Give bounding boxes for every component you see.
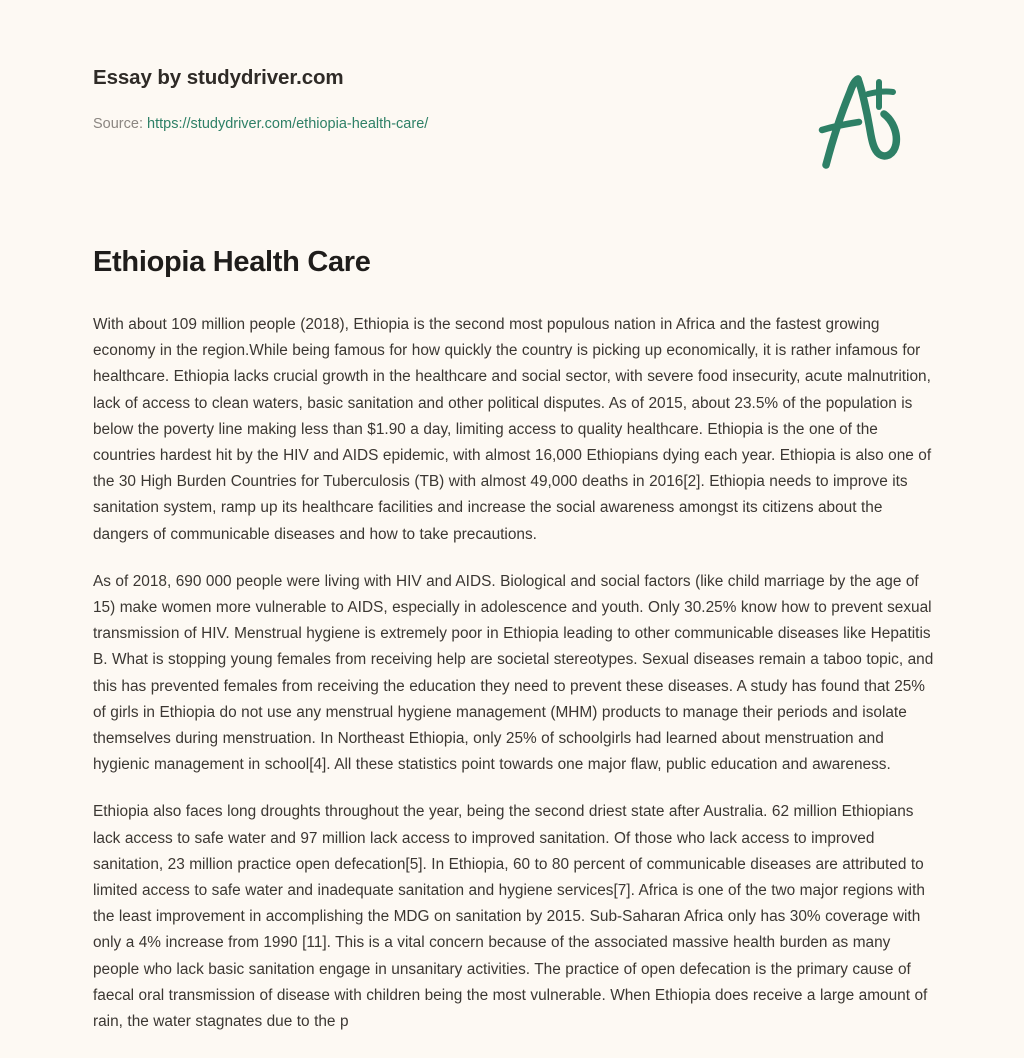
body-paragraph: As of 2018, 690 000 people were living with HIV and AIDS. Biological and social factors (like child marriage by the age of 15) make women more vulnerable to AIDS, especially in adolescence and youth. Only 30.25% know how to prevent sexual transmission of HIV. Menstrual hygiene is extremely poor in Ethiopia leading to other communicable diseases like Hepatitis B. What is stopping young females from receiving help are societal stereotypes. Sexual diseases remain a taboo topic, and this has prevented females from receiving the education they need to prevent these diseases. A study has found that 25% of girls in Ethiopia do not use any menstrual hygiene management (MHM) products to manage their periods and isolate themselves during menstruation. In Northeast Ethiopia, only 25% of schoolgirls had learned about menstruation and hygienic management in school[4]. All these statistics point towards one major flaw, public education and awareness. — [93, 572, 934, 774]
page-title: Ethiopia Health Care — [93, 246, 371, 278]
source-label: Source: — [93, 116, 143, 132]
source-line — [93, 116, 428, 132]
body-paragraph: With about 109 million people (2018), Ethiopia is the second most populous nation in Africa and the fastest growing economy in the region.While being famous for how quickly the country is picking up economically, it is rather infamous for healthcare. Ethiopia lacks crucial growth in the healthcare and social sector, with severe food insecurity, acute malnutrition, lack of access to clean waters, basic sanitation and other political disputes. As of 2015, about 23.5% of the population is below the poverty line making less than $1.90 a day, limiting access to quality healthcare. Ethiopia is the one of the countries hardest hit by the HIV and AIDS epidemic, with almost 16,000 Ethiopians dying each year. Ethiopia is also one of the 30 High Burden Countries for Tuberculosis (TB) with almost 49,000 deaths in 2016[2]. Ethiopia needs to improve its sanitation system, ramp up its healthcare facilities and increase the social awareness amongst its citizens about the dangers of communicable diseases and how to take precautions. — [93, 316, 932, 543]
essay-byline: Essay by studydriver.com — [93, 66, 344, 89]
a-plus-logo-icon — [812, 70, 908, 170]
document-body — [93, 312, 936, 1035]
document-header — [0, 0, 1024, 200]
body-paragraph: Ethiopia also faces long droughts throughout the year, being the second driest state after Australia. 62 million Ethiopians lack access to safe water and 97 million lack access to improved sanitation. Of those who lack access to improved sanitation, 23 million practice open defecation[5]. In Ethiopia, 60 to 80 percent of communicable diseases are attributed to limited access to safe water and inadequate sanitation and hygiene services[7]. Africa is one of the two major regions with the least improvement in accomplishing the MDG on sanitation by 2015. Sub-Saharan Africa only has 30% coverage with only a 4% increase from 1990 [11]. This is a vital concern because of the associated massive health burden as many people who lack basic sanitation engage in unsanitary activities. The practice of open defecation is the primary cause of faecal oral transmission of disease with children being the most vulnerable. When Ethiopia does receive a large amount of rain, the water stagnates due to the p — [93, 803, 928, 1031]
source-url-link[interactable]: https://studydriver.com/ethiopia-health-care/ — [147, 116, 429, 132]
